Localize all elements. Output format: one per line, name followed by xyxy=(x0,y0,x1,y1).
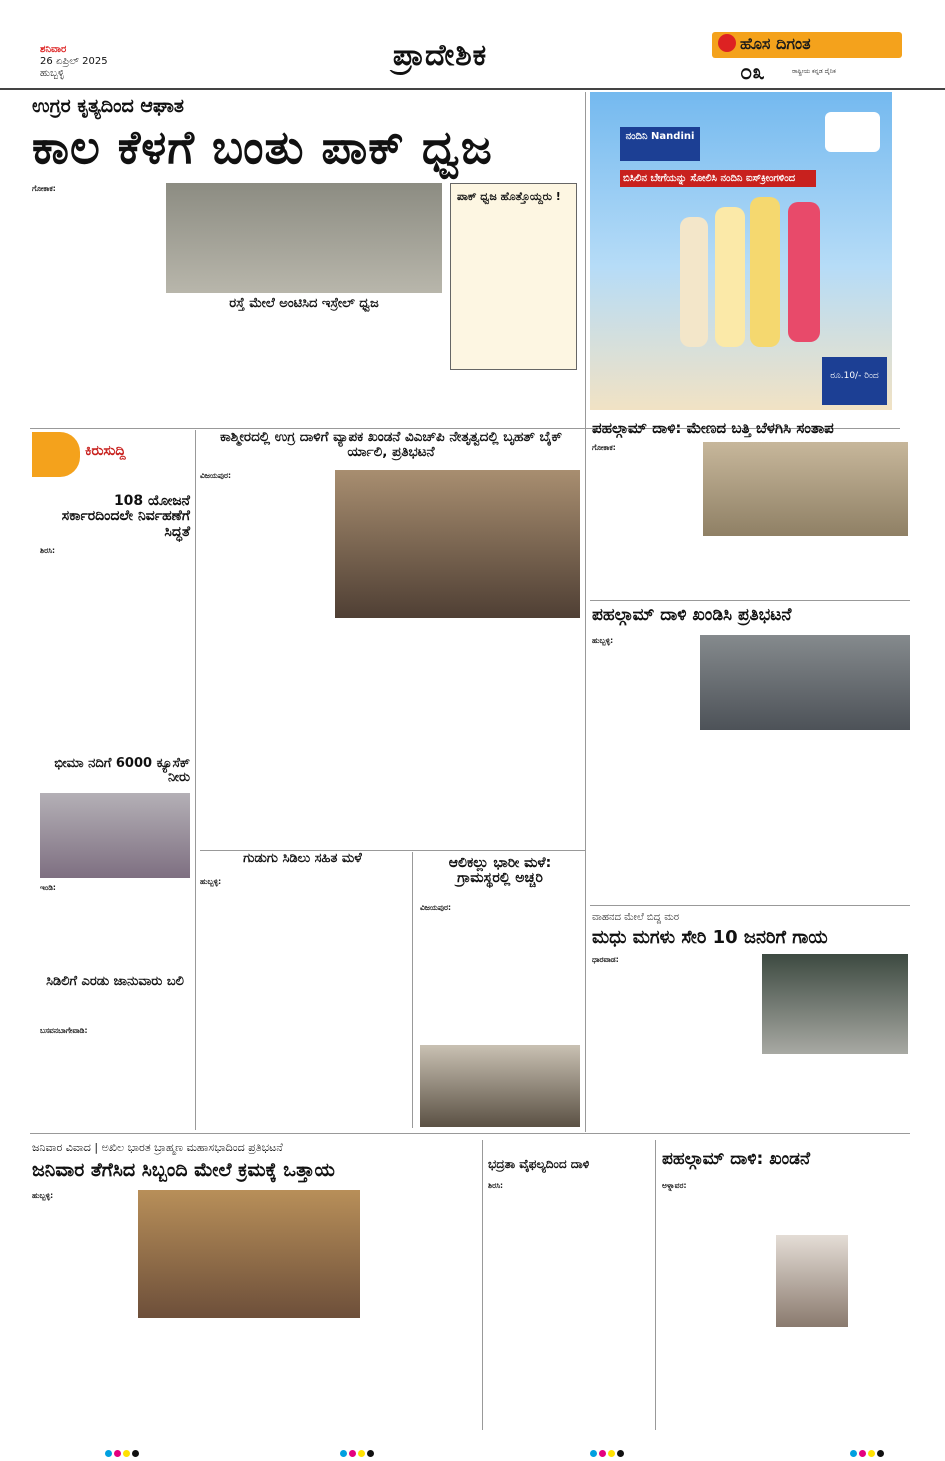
bhima-body xyxy=(40,882,188,972)
yojane-body xyxy=(40,545,188,745)
protest-body-continued xyxy=(700,735,910,885)
divider xyxy=(412,852,413,1128)
header-day: ಶನಿವಾರ xyxy=(40,44,67,55)
lamp-logo-icon xyxy=(718,34,736,52)
portrait-photo xyxy=(776,1235,848,1327)
ad-price: ರೂ.10/- ರಿಂದ xyxy=(822,357,887,405)
divider xyxy=(585,92,586,1132)
khandane-headline: ಪಹಲ್ಗಾಮ್ ದಾಳಿ: ಖಂಡನೆ xyxy=(662,1149,811,1169)
divider xyxy=(590,600,910,601)
masthead-tagline: ರಾಷ್ಟ್ರೀಯ ಕನ್ನಡ ದೈನಿಕ xyxy=(792,68,836,75)
protest-headline: ಪಹಲ್ಗಾಮ್ ದಾಳಿ ಖಂಡಿಸಿ ಪ್ರತಿಭಟನೆ xyxy=(592,605,792,625)
tree-kicker: ವಾಹನದ ಮೇಲೆ ಬಿದ್ದ ಮರ xyxy=(592,912,679,923)
janivara-body xyxy=(32,1190,132,1430)
divider xyxy=(195,430,196,1130)
lead-kicker: ಉಗ್ರರ ಕೃತ್ಯದಿಂದ ಆಘಾತ xyxy=(32,95,184,117)
header-date: 26 ಏಪ್ರಿಲ್ 2025 xyxy=(40,56,108,67)
masthead-title: ಹೊಸ ದಿಗಂತ xyxy=(740,34,811,53)
tree-dateline: ಧಾರವಾಡ: xyxy=(592,955,619,964)
sidilu-dateline: ಬಸವನಬಾಗೇವಾಡಿ: xyxy=(40,1026,88,1035)
bike-body-continued xyxy=(335,622,580,847)
tree-accident-photo xyxy=(762,954,908,1054)
candle-dateline: ಗೋಕಾಕ: xyxy=(592,443,616,452)
divider xyxy=(655,1140,656,1430)
janivara-body-col3 xyxy=(366,1190,478,1430)
lead-headline: ಕಾಲ ಕೆಳಗೆ ಬಂತು ಪಾಕ್ ಧ್ವಜ xyxy=(32,120,493,174)
bike-rally-photo xyxy=(335,470,580,618)
divider xyxy=(590,905,910,906)
icecream-bar-icon xyxy=(715,207,745,347)
lead-photo xyxy=(166,183,442,293)
bike-dateline: ವಿಜಯಪುರ: xyxy=(200,471,231,480)
protest-dateline: ಹುಬ್ಬಳ್ಳಿ: xyxy=(592,636,614,645)
janivara-photo xyxy=(138,1190,360,1318)
lead-photo-title: ರಸ್ತೆ ಮೇಲೆ ಅಂಟಿಸಿದ ಇಸ್ರೇಲ್ ಧ್ವಜ xyxy=(229,296,379,311)
protest-body xyxy=(592,635,692,835)
header-dateline xyxy=(40,44,135,84)
janivara-headline: ಜನಿವಾರ ತೆಗೆಸಿದ ಸಿಬ್ಬಂದಿ ಮೇಲೆ ಕ್ರಮಕ್ಕೆ ಒತ್ತಾಯ xyxy=(32,1159,335,1181)
security-headline: ಭದ್ರತಾ ವೈಫಲ್ಯದಿಂದ ದಾಳಿ xyxy=(488,1157,590,1171)
bike-body xyxy=(200,470,328,845)
security-body xyxy=(488,1180,648,1430)
lead-body xyxy=(32,183,160,428)
kirusuddi-hand-icon xyxy=(32,432,80,477)
header-rule xyxy=(0,88,945,90)
lead-dateline: ಗೋಕಾಕ: xyxy=(32,184,56,193)
icecream-bar-icon xyxy=(788,202,820,342)
tree-body xyxy=(592,954,757,1124)
section-title: ಪ್ರಾದೇಶಿಕ xyxy=(392,38,488,73)
bhima-headline: ಭೀಮಾ ನದಿಗೆ 6000 ಕ್ಯೂಸೆಕ್ ನೀರು xyxy=(54,756,190,786)
lead-sidebar-title: ಪಾಕ್ ಧ್ವಜ ಹೊತ್ತೊಯ್ದರು ! xyxy=(457,190,561,203)
hailstone-photo xyxy=(420,1045,580,1127)
ad-brand: ನಂದಿನಿ Nandini xyxy=(620,127,700,161)
janivara-body-continued xyxy=(138,1322,360,1432)
icecream-bar-icon xyxy=(680,217,708,347)
sidilu-headline: ಸಿಡಿಲಿಗೆ ಎರಡು ಜಾನುವಾರು ಬಲಿ xyxy=(46,974,184,989)
bhima-dateline: ಇಂಡಿ: xyxy=(40,883,56,892)
alikallu-dateline: ವಿಜಯಪುರ: xyxy=(420,903,451,912)
bike-rally-headline: ಕಾಶ್ಮೀರದಲ್ಲಿ ಉಗ್ರ ದಾಳಿಗೆ ವ್ಯಾಪಕ ಖಂಡನೆ ವಿಎಚ್‌ಪಿ ನೇತೃತ್ವದಲ್ಲಿ ಬೃಹತ್ ಬೈಕ್ ರ್ಯಾಲಿ, ಪ್ರತಿಭಟನೆ xyxy=(219,429,563,460)
sidilu-body xyxy=(40,1025,188,1123)
gudugu-headline: ಗುಡುಗು ಸಿಡಿಲು ಸಹಿತ ಮಳೆ xyxy=(243,851,362,866)
candle-headline: ಪಹಲ್ಗಾಮ್ ದಾಳಿ: ಮೇಣದ ಬತ್ತಿ ಬೆಳಗಿಸಿ ಸಂತಾಪ xyxy=(592,419,834,437)
bhima-photo xyxy=(40,793,190,878)
masthead xyxy=(712,30,907,85)
gudugu-body xyxy=(200,876,405,1126)
alikallu-headline: ಆಲಿಕಲ್ಲು ಭಾರೀ ಮಳೆ: ಗ್ರಾಮಸ್ಥರಲ್ಲಿ ಅಚ್ಚರಿ xyxy=(448,855,552,887)
alikallu-body xyxy=(420,902,580,1042)
nandini-advertisement xyxy=(590,92,892,410)
lead-body-continued xyxy=(166,370,576,420)
yojane-dateline: ಶಿರಸಿ: xyxy=(40,546,56,555)
divider xyxy=(482,1140,483,1430)
janivara-dateline: ಹುಬ್ಬಳ್ಳಿ: xyxy=(32,1191,54,1200)
lead-sidebar xyxy=(450,183,577,370)
candle-photo xyxy=(703,442,908,536)
header-city: ಹುಬ್ಬಳ್ಳಿ xyxy=(40,68,65,79)
registration-marks xyxy=(590,1442,626,1461)
khandane-body xyxy=(662,1180,772,1430)
kirusuddi-label: ಕಿರುಸುದ್ದಿ xyxy=(85,443,126,459)
yojane-headline: 108 ಯೋಜನೆ ಸರ್ಕಾರದಿಂದಲೇ ನಿರ್ವಹಣೆಗೆ ಸಿದ್ಧತೆ xyxy=(61,493,190,540)
registration-marks xyxy=(340,1442,376,1461)
khandane-body-continued xyxy=(852,1180,910,1430)
tree-headline: ಮಧು ಮಗಳು ಸೇರಿ 10 ಜನರಿಗೆ ಗಾಯ xyxy=(592,927,828,948)
page-number: ೦೩ xyxy=(740,60,765,85)
registration-marks xyxy=(850,1442,886,1461)
gudugu-dateline: ಹುಬ್ಬಳ್ಳಿ: xyxy=(200,877,222,886)
ad-tagline: ಬಿಸಿಲಿನ ಬೇಗೆಯನ್ನು ಸೋಲಿಸಿ ನಂದಿನಿ ಐಸ್‌ಕ್ರೀಂಗಳಿಂದ xyxy=(620,170,816,187)
divider xyxy=(30,1133,910,1134)
icecream-bar-icon xyxy=(750,197,780,347)
lead-photo-caption-box xyxy=(166,296,442,366)
candle-body-continued xyxy=(703,538,908,598)
tree-body-continued xyxy=(762,1058,908,1128)
candle-body xyxy=(592,442,697,562)
registration-marks xyxy=(105,1442,141,1461)
janivara-kicker: ಜನಿವಾರ ವಿವಾದ | ಅಖಿಲ ಭಾರತ ಬ್ರಾಹ್ಮಣ ಮಹಾಸಭಾದಿಂದ ಪ್ರತಿಭಟನೆ xyxy=(32,1141,283,1154)
nandini-logo-icon xyxy=(825,112,880,152)
protest-photo xyxy=(700,635,910,730)
khandane-dateline: ಅಳ್ನಾವರ: xyxy=(662,1181,687,1190)
security-dateline: ಶಿರಸಿ: xyxy=(488,1181,504,1190)
